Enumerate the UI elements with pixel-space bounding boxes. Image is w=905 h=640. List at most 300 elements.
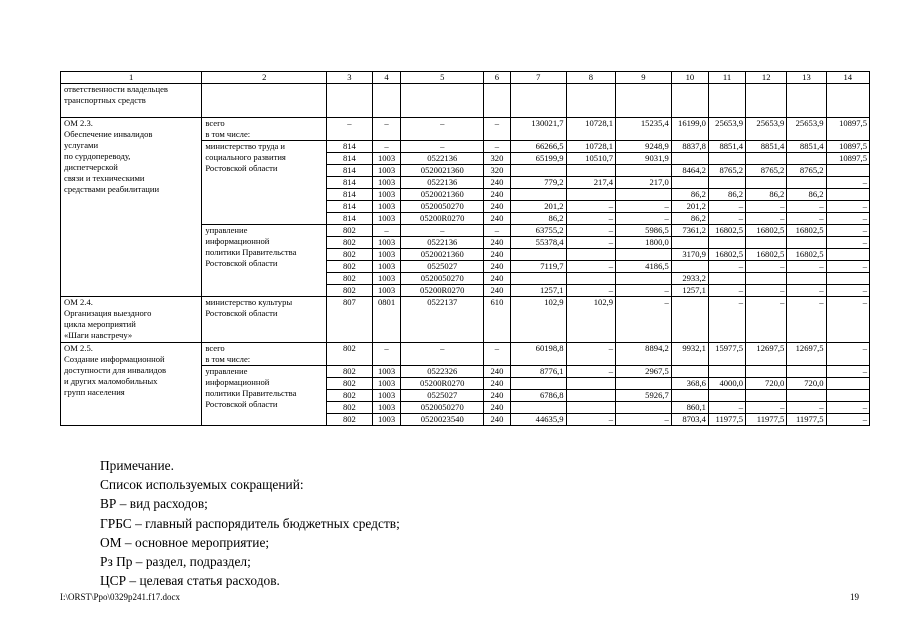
note-line: Список используемых сокращений:	[100, 477, 304, 493]
col5-cell: 0520050270	[401, 402, 484, 414]
col7-cell: 1257,1	[510, 285, 566, 297]
empty-cell	[372, 84, 401, 118]
col14-cell	[826, 189, 869, 201]
col12-cell: 8765,2	[746, 165, 787, 177]
col10-cell: 8703,4	[671, 414, 708, 426]
empty-cell	[202, 84, 327, 118]
col10-cell	[671, 153, 708, 165]
col12-cell: 8851,4	[746, 141, 787, 153]
col10-cell: 3170,9	[671, 249, 708, 261]
col14-cell: 10897,5	[826, 118, 869, 141]
col9-cell: –	[616, 213, 672, 225]
table-row	[61, 297, 870, 343]
col14-cell: 10897,5	[826, 153, 869, 165]
empty-cell	[746, 84, 787, 118]
col14-cell	[826, 273, 869, 285]
col4-cell: –	[372, 141, 401, 153]
col10-cell	[671, 366, 708, 378]
table-row	[61, 343, 870, 366]
col13-cell	[787, 390, 826, 402]
column-number-8: 8	[566, 72, 616, 84]
file-path: I:\ORST\Ppo\0329p241.f17.docx	[60, 592, 181, 602]
col11-cell: –	[708, 261, 745, 273]
col11-cell: 8765,2	[708, 165, 745, 177]
col3-cell: 802	[327, 261, 372, 273]
col3-cell: 802	[327, 237, 372, 249]
col7-cell	[510, 378, 566, 390]
col6-cell: –	[484, 118, 511, 141]
table-row	[61, 84, 870, 118]
empty-cell	[708, 84, 745, 118]
col9-cell	[616, 402, 672, 414]
col4-cell: 1003	[372, 189, 401, 201]
col12-cell	[746, 390, 787, 402]
col5-cell: 0520050270	[401, 201, 484, 213]
note-line: ЦСР – целевая статья расходов.	[100, 573, 280, 589]
col7-cell	[510, 165, 566, 177]
col5-cell: 0525027	[401, 261, 484, 273]
col3-cell: 802	[327, 414, 372, 426]
col14-cell: –	[826, 285, 869, 297]
col5-cell: –	[401, 118, 484, 141]
col14-cell: –	[826, 237, 869, 249]
col3-cell: 814	[327, 141, 372, 153]
col13-cell: –	[787, 261, 826, 273]
col6-cell: 240	[484, 189, 511, 201]
col3-cell: 802	[327, 249, 372, 261]
column-number-7: 7	[510, 72, 566, 84]
col14-cell: –	[826, 414, 869, 426]
empty-cell	[510, 84, 566, 118]
col12-cell	[746, 273, 787, 285]
col12-cell	[746, 366, 787, 378]
empty-cell	[616, 84, 672, 118]
om-2-3-name: ОМ 2.3. Обеспечение инвалидов услугами по сурдопереводу, диспетчерской связи и техническими средствами реабилитации	[61, 118, 202, 297]
col13-cell: 86,2	[787, 189, 826, 201]
col8-cell	[566, 378, 616, 390]
col14-cell: –	[826, 213, 869, 225]
col12-cell	[746, 177, 787, 189]
col12-cell: 16802,5	[746, 225, 787, 237]
col10-cell: 2933,2	[671, 273, 708, 285]
note-line: Рз Пр – раздел, подраздел;	[100, 554, 251, 570]
table-row	[61, 118, 870, 141]
col14-cell	[826, 378, 869, 390]
col12-cell: 720,0	[746, 378, 787, 390]
col8-cell: –	[566, 213, 616, 225]
col6-cell: –	[484, 225, 511, 237]
col10-cell: 9932,1	[671, 343, 708, 366]
col11-cell: 25653,9	[708, 118, 745, 141]
col13-cell: –	[787, 213, 826, 225]
col9-cell	[616, 249, 672, 261]
col9-cell: 15235,4	[616, 118, 672, 141]
empty-cell	[484, 84, 511, 118]
col8-cell: –	[566, 225, 616, 237]
om-2-4-name: ОМ 2.4. Организация выездного цикла мероприятий «Шаги навстречу»	[61, 297, 202, 343]
budget-table	[60, 71, 870, 426]
col4-cell: 1003	[372, 390, 401, 402]
col5-cell: 0525027	[401, 390, 484, 402]
col12-cell: –	[746, 261, 787, 273]
col11-cell: –	[708, 402, 745, 414]
total-label: всего в том числе:	[202, 343, 327, 366]
col13-cell: 16802,5	[787, 249, 826, 261]
col4-cell: 1003	[372, 153, 401, 165]
col7-cell: 7119,7	[510, 261, 566, 273]
col13-cell: 8765,2	[787, 165, 826, 177]
col11-cell: –	[708, 297, 745, 343]
col11-cell: 16802,5	[708, 249, 745, 261]
col4-cell: –	[372, 225, 401, 237]
column-number-2: 2	[202, 72, 327, 84]
col11-cell	[708, 273, 745, 285]
col12-cell: 11977,5	[746, 414, 787, 426]
empty-cell	[566, 84, 616, 118]
col3-cell: 814	[327, 165, 372, 177]
col13-cell	[787, 366, 826, 378]
col11-cell: 16802,5	[708, 225, 745, 237]
col6-cell: 240	[484, 201, 511, 213]
col4-cell: 1003	[372, 414, 401, 426]
col12-cell	[746, 237, 787, 249]
col5-cell: 0522137	[401, 297, 484, 343]
col6-cell: 240	[484, 237, 511, 249]
col3-cell: 802	[327, 378, 372, 390]
col9-cell: 1800,0	[616, 237, 672, 249]
col7-cell: 130021,7	[510, 118, 566, 141]
col12-cell: –	[746, 402, 787, 414]
col5-cell: 0520023540	[401, 414, 484, 426]
page-number: 19	[850, 592, 859, 602]
col6-cell: 320	[484, 165, 511, 177]
col4-cell: 1003	[372, 165, 401, 177]
col7-cell: 201,2	[510, 201, 566, 213]
ministry-labor-label: министерство труда и социального развития Ростовской области	[202, 141, 327, 225]
om-2-5-name: ОМ 2.5. Создание информационной доступности для инвалидов и других маломобильных групп населения	[61, 343, 202, 426]
col5-cell: 05200R0270	[401, 285, 484, 297]
info-policy-label: управление информационной политики Правительства Ростовской области	[202, 225, 327, 297]
total-label: всего в том числе:	[202, 118, 327, 141]
activity-desc: ответственности владельцев транспортных средств	[61, 84, 202, 118]
col9-cell: –	[616, 285, 672, 297]
col3-cell: 814	[327, 177, 372, 189]
col10-cell: 8464,2	[671, 165, 708, 177]
col6-cell: –	[484, 141, 511, 153]
col3-cell: 802	[327, 390, 372, 402]
col12-cell: 25653,9	[746, 118, 787, 141]
col9-cell: 5926,7	[616, 390, 672, 402]
note-line: ОМ – основное мероприятие;	[100, 534, 270, 550]
col4-cell: 1003	[372, 201, 401, 213]
col8-cell	[566, 165, 616, 177]
col11-cell: 4000,0	[708, 378, 745, 390]
col10-cell	[671, 261, 708, 273]
col3-cell: 802	[327, 366, 372, 378]
col10-cell: 86,2	[671, 189, 708, 201]
col13-cell: 12697,5	[787, 343, 826, 366]
col9-cell: 2967,5	[616, 366, 672, 378]
col3-cell: 814	[327, 201, 372, 213]
col9-cell: 8894,2	[616, 343, 672, 366]
col6-cell: –	[484, 343, 511, 366]
col8-cell: 10728,1	[566, 118, 616, 141]
col5-cell: 05200R0270	[401, 213, 484, 225]
col3-cell: 814	[327, 213, 372, 225]
col11-cell	[708, 153, 745, 165]
col7-cell: 8776,1	[510, 366, 566, 378]
col11-cell	[708, 390, 745, 402]
col5-cell: 0522136	[401, 153, 484, 165]
col11-cell	[708, 237, 745, 249]
col4-cell: 0801	[372, 297, 401, 343]
col9-cell	[616, 189, 672, 201]
col7-cell: 55378,4	[510, 237, 566, 249]
column-number-12: 12	[746, 72, 787, 84]
col4-cell: 1003	[372, 261, 401, 273]
col6-cell: 240	[484, 390, 511, 402]
col3-cell: 802	[327, 225, 372, 237]
col9-cell: 5986,5	[616, 225, 672, 237]
col7-cell: 86,2	[510, 213, 566, 225]
col3-cell: 814	[327, 153, 372, 165]
column-number-5: 5	[401, 72, 484, 84]
col8-cell: 217,4	[566, 177, 616, 189]
col11-cell: –	[708, 213, 745, 225]
col6-cell: 320	[484, 153, 511, 165]
col11-cell: 11977,5	[708, 414, 745, 426]
col5-cell: 0520021360	[401, 249, 484, 261]
col4-cell: 1003	[372, 378, 401, 390]
col9-cell	[616, 378, 672, 390]
col14-cell: –	[826, 402, 869, 414]
col5-cell: 0520021360	[401, 189, 484, 201]
col13-cell: 8851,4	[787, 141, 826, 153]
col10-cell	[671, 237, 708, 249]
col7-cell	[510, 189, 566, 201]
col8-cell	[566, 249, 616, 261]
col8-cell: 10728,1	[566, 141, 616, 153]
col13-cell: 25653,9	[787, 118, 826, 141]
col13-cell	[787, 177, 826, 189]
col12-cell: –	[746, 297, 787, 343]
col5-cell: –	[401, 141, 484, 153]
col12-cell: –	[746, 213, 787, 225]
col7-cell	[510, 273, 566, 285]
col10-cell	[671, 297, 708, 343]
col7-cell: 779,2	[510, 177, 566, 189]
col9-cell	[616, 165, 672, 177]
col8-cell: –	[566, 285, 616, 297]
ministry-culture-label: министерство культуры Ростовской области	[202, 297, 327, 343]
col10-cell	[671, 177, 708, 189]
col13-cell: –	[787, 402, 826, 414]
col6-cell: 240	[484, 366, 511, 378]
col7-cell	[510, 249, 566, 261]
col8-cell: –	[566, 237, 616, 249]
col7-cell	[510, 402, 566, 414]
header-row	[61, 72, 870, 84]
col4-cell: 1003	[372, 273, 401, 285]
info-policy-label: управление информационной политики Правительства Ростовской области	[202, 366, 327, 426]
col11-cell	[708, 177, 745, 189]
col11-cell: –	[708, 201, 745, 213]
col4-cell: 1003	[372, 213, 401, 225]
note-line: ВР – вид расходов;	[100, 496, 208, 512]
col13-cell: 11977,5	[787, 414, 826, 426]
col3-cell: 802	[327, 285, 372, 297]
col12-cell: 86,2	[746, 189, 787, 201]
col5-cell: 0520050270	[401, 273, 484, 285]
col4-cell: –	[372, 118, 401, 141]
column-number-4: 4	[372, 72, 401, 84]
col7-cell: 60198,8	[510, 343, 566, 366]
col11-cell	[708, 366, 745, 378]
col12-cell	[746, 153, 787, 165]
col4-cell: 1003	[372, 285, 401, 297]
col10-cell: 7361,2	[671, 225, 708, 237]
col10-cell	[671, 390, 708, 402]
col12-cell: 12697,5	[746, 343, 787, 366]
col6-cell: 240	[484, 249, 511, 261]
col8-cell: 102,9	[566, 297, 616, 343]
column-number-14: 14	[826, 72, 869, 84]
empty-cell	[327, 84, 372, 118]
col7-cell: 65199,9	[510, 153, 566, 165]
col4-cell: 1003	[372, 177, 401, 189]
col14-cell: –	[826, 201, 869, 213]
col12-cell: –	[746, 285, 787, 297]
col4-cell: 1003	[372, 366, 401, 378]
column-number-11: 11	[708, 72, 745, 84]
col10-cell: 368,6	[671, 378, 708, 390]
col13-cell: –	[787, 297, 826, 343]
col7-cell: 6786,8	[510, 390, 566, 402]
col5-cell: 0522136	[401, 237, 484, 249]
empty-cell	[401, 84, 484, 118]
col5-cell: 05200R0270	[401, 378, 484, 390]
col4-cell: 1003	[372, 237, 401, 249]
note-line: ГРБС – главный распорядитель бюджетных средств;	[100, 515, 400, 531]
col13-cell: 720,0	[787, 378, 826, 390]
col7-cell: 63755,2	[510, 225, 566, 237]
col7-cell: 66266,5	[510, 141, 566, 153]
col3-cell: 802	[327, 273, 372, 285]
col8-cell	[566, 402, 616, 414]
column-number-1: 1	[61, 72, 202, 84]
col12-cell: 16802,5	[746, 249, 787, 261]
col3-cell: 802	[327, 402, 372, 414]
col3-cell: –	[327, 118, 372, 141]
col9-cell: –	[616, 414, 672, 426]
col14-cell: 10897,5	[826, 141, 869, 153]
empty-cell	[787, 84, 826, 118]
column-number-10: 10	[671, 72, 708, 84]
col9-cell: 4186,5	[616, 261, 672, 273]
col8-cell	[566, 189, 616, 201]
col3-cell: 814	[327, 189, 372, 201]
col14-cell: –	[826, 297, 869, 343]
col10-cell: 201,2	[671, 201, 708, 213]
col10-cell: 1257,1	[671, 285, 708, 297]
col9-cell: –	[616, 297, 672, 343]
col6-cell: 240	[484, 402, 511, 414]
col14-cell	[826, 249, 869, 261]
column-number-3: 3	[327, 72, 372, 84]
note-title: Примечание.	[100, 458, 174, 473]
column-number-6: 6	[484, 72, 511, 84]
col10-cell: 16199,0	[671, 118, 708, 141]
empty-cell	[671, 84, 708, 118]
col11-cell: –	[708, 285, 745, 297]
col13-cell: –	[787, 285, 826, 297]
col4-cell: 1003	[372, 249, 401, 261]
col6-cell: 240	[484, 261, 511, 273]
col4-cell: –	[372, 343, 401, 366]
col6-cell: 240	[484, 273, 511, 285]
col11-cell: 15977,5	[708, 343, 745, 366]
col14-cell: –	[826, 366, 869, 378]
col8-cell: –	[566, 343, 616, 366]
col7-cell: 44635,9	[510, 414, 566, 426]
col6-cell: 240	[484, 213, 511, 225]
col8-cell: –	[566, 261, 616, 273]
col8-cell	[566, 273, 616, 285]
col14-cell: –	[826, 343, 869, 366]
col14-cell	[826, 165, 869, 177]
col14-cell: –	[826, 225, 869, 237]
col11-cell: 8851,4	[708, 141, 745, 153]
col9-cell: –	[616, 201, 672, 213]
col10-cell: 860,1	[671, 402, 708, 414]
col6-cell: 240	[484, 414, 511, 426]
col3-cell: 807	[327, 297, 372, 343]
col6-cell: 240	[484, 285, 511, 297]
col5-cell: –	[401, 225, 484, 237]
col9-cell: 217,0	[616, 177, 672, 189]
col9-cell: 9031,9	[616, 153, 672, 165]
col3-cell: 802	[327, 343, 372, 366]
col5-cell: –	[401, 343, 484, 366]
col8-cell: –	[566, 201, 616, 213]
col5-cell: 0520021360	[401, 165, 484, 177]
col6-cell: 240	[484, 378, 511, 390]
col13-cell: 16802,5	[787, 225, 826, 237]
col14-cell	[826, 390, 869, 402]
column-number-9: 9	[616, 72, 672, 84]
col10-cell: 8837,8	[671, 141, 708, 153]
col10-cell: 86,2	[671, 213, 708, 225]
column-number-13: 13	[787, 72, 826, 84]
col8-cell	[566, 390, 616, 402]
col4-cell: 1003	[372, 402, 401, 414]
col13-cell	[787, 273, 826, 285]
col13-cell	[787, 237, 826, 249]
col8-cell: –	[566, 414, 616, 426]
col13-cell: –	[787, 201, 826, 213]
col11-cell: 86,2	[708, 189, 745, 201]
col5-cell: 0522326	[401, 366, 484, 378]
col6-cell: 610	[484, 297, 511, 343]
col6-cell: 240	[484, 177, 511, 189]
col14-cell: –	[826, 261, 869, 273]
col9-cell	[616, 273, 672, 285]
col12-cell: –	[746, 201, 787, 213]
col7-cell: 102,9	[510, 297, 566, 343]
note-block	[100, 456, 400, 590]
col13-cell	[787, 153, 826, 165]
col8-cell: 10510,7	[566, 153, 616, 165]
